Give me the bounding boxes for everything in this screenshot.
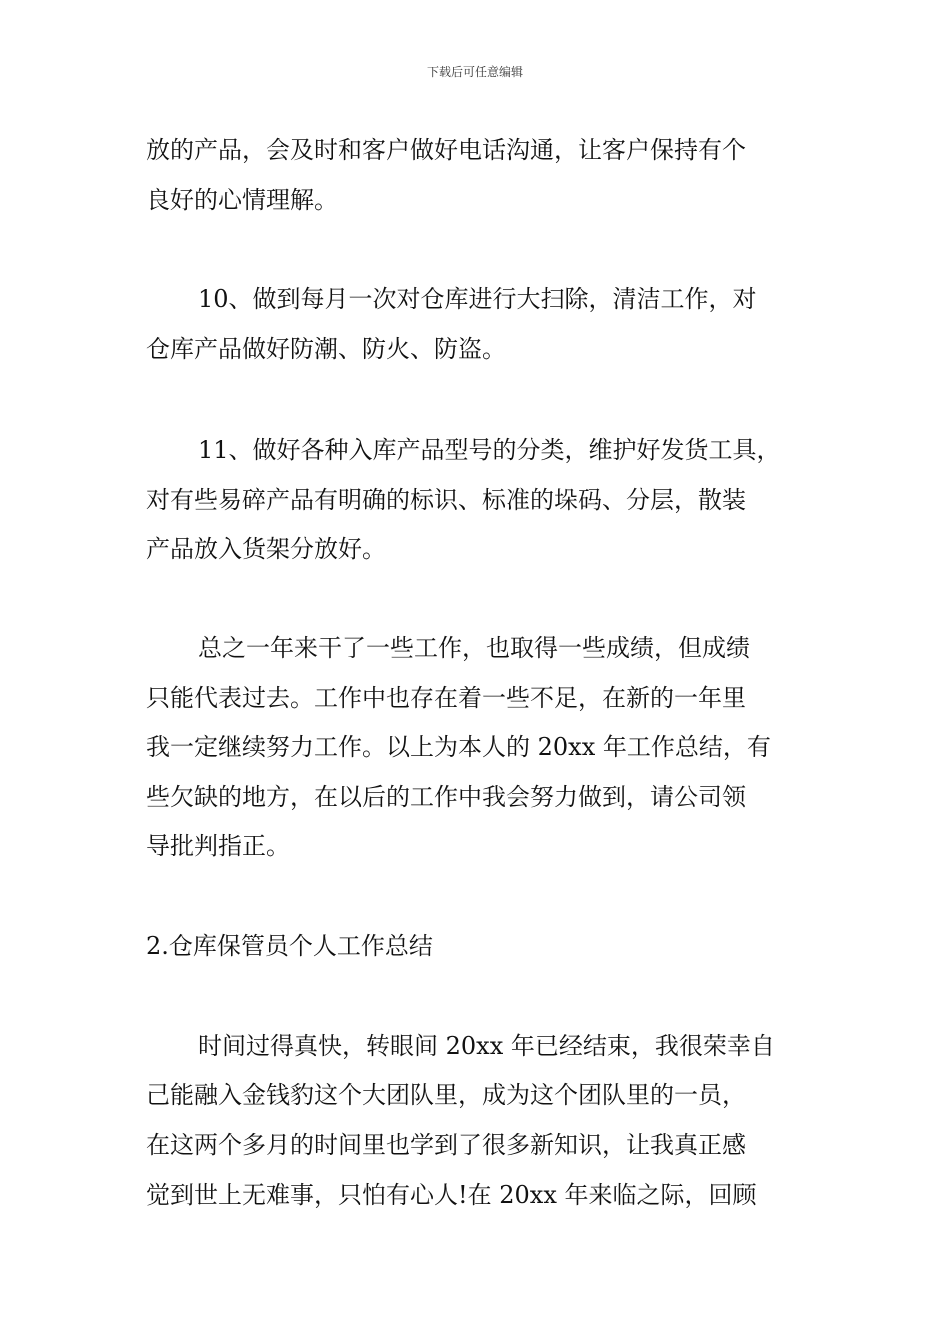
paragraph-line: 总之一年来干了一些工作，也取得一些成绩，但成绩 (198, 634, 750, 662)
paragraph-line: 良好的心情理解。 (146, 186, 338, 214)
paragraph-line: 己能融入金钱豹这个大团队里，成为这个团队里的一员， (146, 1081, 746, 1109)
paragraph-line: 产品放入货架分放好。 (146, 535, 386, 563)
page-header-note: 下载后可任意编辑 (426, 65, 523, 79)
paragraph-line: 10、做到每月一次对仓库进行大扫除，清洁工作，对 (198, 285, 757, 313)
paragraph-line: 只能代表过去。工作中也存在着一些不足，在新的一年里 (146, 684, 746, 712)
paragraph-line: 在这两个多月的时间里也学到了很多新知识，让我真正感 (146, 1131, 746, 1159)
paragraph-line: 对有些易碎产品有明确的标识、标准的垛码、分层，散装 (146, 486, 746, 514)
paragraph-line: 导批判指正。 (146, 832, 290, 860)
paragraph-line: 仓库产品做好防潮、防火、防盗。 (146, 335, 506, 363)
paragraph-line: 11、做好各种入库产品型号的分类，维护好发货工具， (198, 436, 781, 464)
section-heading: 2.仓库保管员个人工作总结 (146, 932, 433, 960)
paragraph-line: 我一定继续努力工作。以上为本人的 20xx 年工作总结，有 (146, 733, 771, 761)
paragraph-line: 觉到世上无难事，只怕有心人!在 20xx 年来临之际，回顾 (146, 1181, 757, 1209)
paragraph-line: 时间过得真快，转眼间 20xx 年已经结束，我很荣幸自 (198, 1032, 775, 1060)
paragraph-line: 放的产品，会及时和客户做好电话沟通，让客户保持有个 (146, 136, 746, 164)
paragraph-line: 些欠缺的地方，在以后的工作中我会努力做到，请公司领 (146, 783, 746, 811)
